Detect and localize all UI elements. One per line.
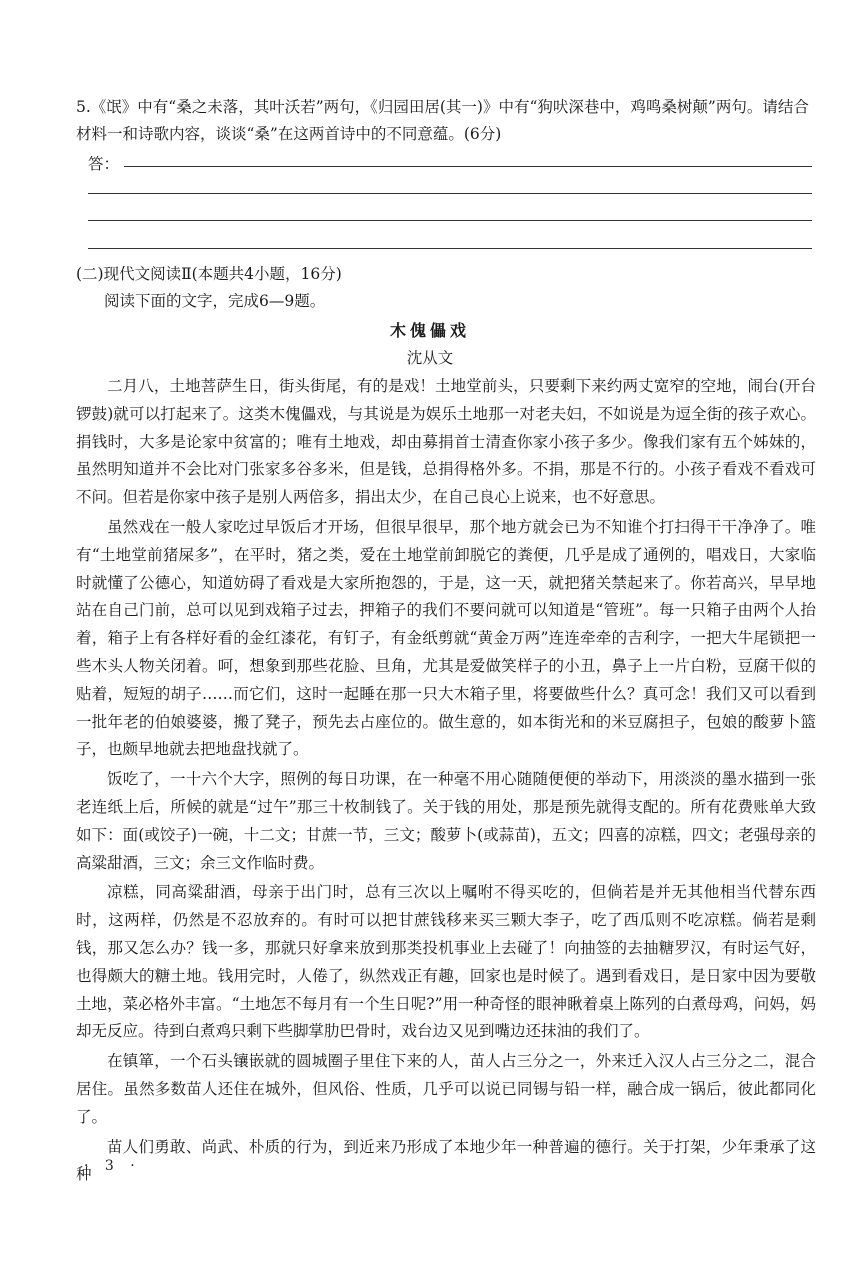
paragraph: 二月八，土地菩萨生日，街头街尾，有的是戏！土地堂前头，只要剩下来约两丈宽窄的空地，闹台(开台锣鼓)就可以打起来了。这类木傀儡戏，与其说是为娱乐土地那一对老夫妇，不如说是为逗全街的孩子欢心。捐钱时，大多是论家中贫富的；唯有土地戏，却由募捐首士清查你家小孩子多少。像我们家有五个姊妹的，虽然明知道并不会比对门张家多谷多米，但是钱，总捐得格外多。不捐，那是不行的。小孩子看戏不看戏可不问。但若是你家中孩子是别人两倍多，捐出太少，在自己良心上说来，也不好意思。	[76, 377, 816, 507]
section-title: (二)现代文阅读Ⅱ(本题共4小题，16分)	[76, 265, 342, 283]
answer-label: 答：	[88, 155, 120, 173]
answer-line[interactable]	[88, 248, 812, 249]
answer-line[interactable]	[88, 220, 812, 221]
answer-line[interactable]	[124, 166, 812, 167]
reading-instruction: 阅读下面的文字，完成6—9题。	[104, 292, 326, 310]
paragraph: 凉糕，同高粱甜酒，母亲于出门时，总有三次以上嘱咐不得买吃的，但倘若是并无其他相当代替东西时，这两样，仍然是不忍放弃的。有时可以把甘蔗钱移来买三颗大李子，吃了西瓜则不吃凉糕。倘若是剩钱，那又怎么办？钱一多，那就只好拿来放到那类投机事业上去碰了！向抽签的去抽糖罗汉，有时运气好，也得颇大的糖土地。钱用完时，人倦了，纵然戏正有趣，回家也是时候了。遇到看戏日，是日家中因为要敬土地，菜必格外丰富。“土地怎不每月有一个生日呢?”用一种奇怪的眼神瞅着桌上陈列的白煮母鸡，问妈，妈却无反应。待到白煮鸡只剩下些脚掌肋巴骨时，戏台边又见到嘴边还抹油的我们了。	[76, 883, 816, 1041]
paragraph: 在镇箪，一个石头镶嵌就的圆城圈子里住下来的人，苗人占三分之一，外来迁入汉人占三分之二，混合居住。虽然多数苗人还住在城外，但风俗、性质，几乎可以说已同锡与铅一样，融合成一锅后，彼此都同化了。	[76, 1052, 816, 1126]
essay-author: 沈从文	[406, 349, 454, 367]
paragraph: 虽然戏在一般人家吃过早饭后才开场，但很早很早，那个地方就会已为不知谁个打扫得干干净净了。唯有“土地堂前猪屎多”，在平时，猪之类，爱在土地堂前卸脱它的粪便，几乎是成了通例的，唱戏日，大家临时就懂了公德心，知道妨碍了看戏是大家所抱怨的，于是，这一天，就把猪关禁起来了。你若高兴，早早地站在自己门前，总可以见到戏箱子过去，押箱子的我们不要问就可以知道是“管班”。每一只箱子由两个人抬着，箱子上有各样好看的金红漆花，有钉子，有金纸剪就“黄金万两”连连牵牵的吉利字，一把大牛尾锁把一些木头人物关闭着。呵，想象到那些花脸、旦角，尤其是爱做笑样子的小丑，鼻子上一片白粉，豆腐干似的贴着，短短的胡子……而它们，这时一起睡在那一只大木箱子里，将要做些什么？真可念！我们又可以看到一批年老的伯娘婆婆，搬了凳子，预先去占座位的。做生意的，如本街光和的米豆腐担子，包娘的酸萝卜篮子，也颇早地就去把地盘找就了。	[76, 517, 816, 759]
question-5-text: 5.《氓》中有“桑之未落，其叶沃若”两句，《归园田居(其一)》中有“狗吠深巷中，鸡鸣桑树颠”两句。请结合材料一和诗歌内容，谈谈“桑”在这两首诗中的不同意蕴。(6分)	[76, 98, 809, 143]
page-number: · 3 ·	[84, 1158, 141, 1174]
answer-line[interactable]	[88, 193, 812, 194]
paragraph: 饭吃了，一十六个大字，照例的每日功课，在一种毫不用心随随便便的举动下，用淡淡的墨水描到一张老连纸上后，所候的就是“过午”那三十枚制钱了。关于钱的用处，那是预先就得支配的。所有花费账单大致如下：面(或饺子)一碗，十二文；甘蔗一节，三文；酸萝卜(或蒜苗)，五文；四喜的凉糕，四文；老强母亲的高粱甜酒，三文；余三文作临时费。	[76, 770, 816, 872]
essay-body	[76, 373, 816, 1191]
paragraph: 苗人们勇敢、尚武、朴质的行为，到近来乃形成了本地少年一种普遍的德行。关于打架，少年秉承了这种	[76, 1137, 816, 1184]
essay-title: 木傀儡戏	[389, 321, 470, 340]
